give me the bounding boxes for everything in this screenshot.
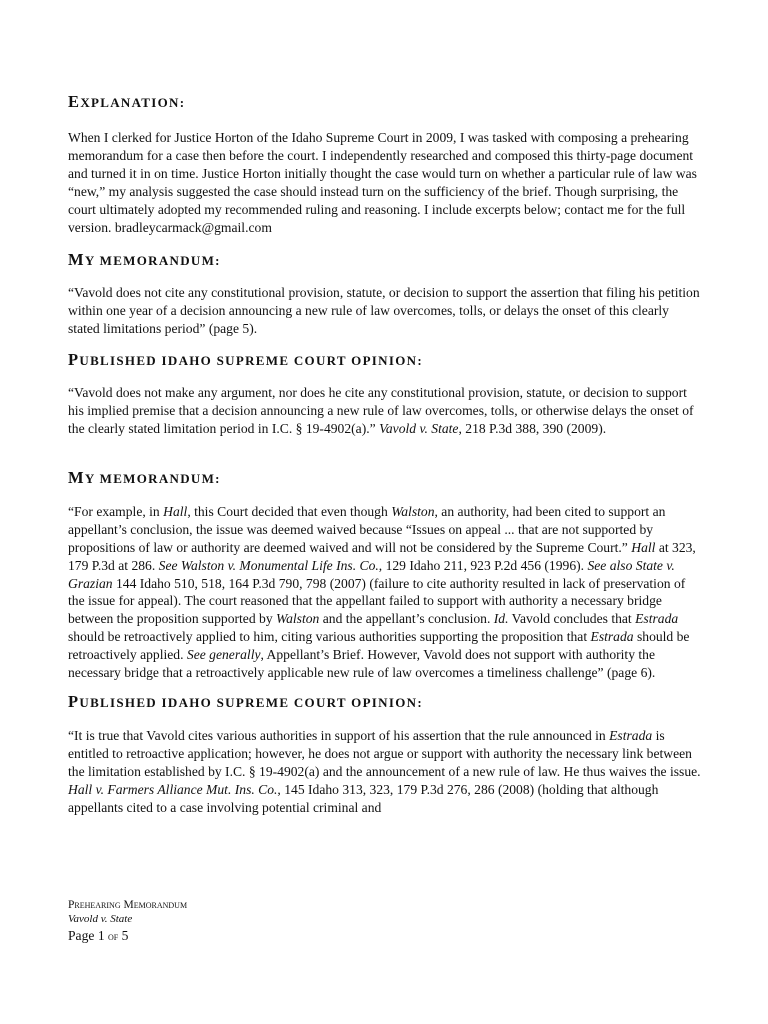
text-run: , Appellant’s Brief. However, Vavold does not support with authority the necessary bridge that a retroactively applicable new rule of law overcomes a timeliness challenge” (page 6). <box>68 647 656 681</box>
paragraph-my-memorandum-1 <box>68 284 704 338</box>
text-run: and the appellant’s conclusion. <box>319 611 494 627</box>
citation-italic: Hall v. Farmers Alliance Mut. Ins. Co. <box>68 781 278 797</box>
footer-case-name: Vavold v. State <box>68 913 133 925</box>
footer-document-title: Prehearing Memorandum <box>68 899 188 911</box>
document-body <box>68 92 704 816</box>
page-footer <box>68 898 187 946</box>
citation-italic: Hall <box>631 539 656 555</box>
section-heading-court-opinion-2: PUBLISHED IDAHO SUPREME COURT OPINION: <box>68 691 423 711</box>
text-run: , 129 Idaho 211, 923 P.2d 456 (1996). <box>378 557 588 573</box>
text-run: “It is true that Vavold cites various authorities in support of his assertion that the rule announced in <box>68 727 610 743</box>
text-run: at 323, 179 P.3d at 286. <box>68 539 696 573</box>
paragraph-court-opinion-1 <box>68 384 704 438</box>
footer-page-number: Page 1 of 5 <box>68 928 129 943</box>
citation-italic: Walston <box>391 503 435 519</box>
text-run: Vavold concludes that <box>508 611 636 627</box>
text-run: When I clerked for Justice Horton of the Idaho Supreme Court in 2009, I was tasked with composing a prehearing memorandum for a case then before the court. I independently researched and composed this thirty-page document and turned it in on time. Justice Horton initially thought the case would turn on whether a particular rule of law was “new,” my analysis suggested the case should instead turn on the sufficiency of the brief. Though surprising, the court ultimately adopted my recommended ruling and reasoning. I include excerpts below; contact me for the full version. bradleycarmack@gmail.com <box>68 130 697 235</box>
text-run: , 218 P.3d 388, 390 (2009). <box>458 420 607 436</box>
text-run: should be retroactively applied to him, citing various authorities supporting the proposition that <box>68 629 591 645</box>
paragraph-explanation <box>68 129 704 236</box>
text-run: , an authority, had been cited to support an appellant’s conclusion, the issue was deemed waived because “Issues on appeal ... that are not supported by propositions of law or authority are deemed waived and will not be considered by the Supreme Court.” <box>68 503 666 555</box>
text-run: should be retroactively applied. <box>68 629 690 663</box>
citation-italic: Vavold v. State <box>379 420 459 436</box>
text-run: , 145 Idaho 313, 323, 179 P.3d 276, 286 (2008) (holding that although appellants cited to a case involving potential criminal and <box>68 781 659 815</box>
text-run: “Vavold does not cite any constitutional provision, statute, or decision to support the assertion that filing his petition within one year of a decision announcing a new rule of law overcomes, tolls, or delays the onset of this clearly stated limitations period” (page 5). <box>68 285 700 337</box>
text-run: 144 Idaho 510, 518, 164 P.3d 790, 798 (2007) (failure to cite authority resulted in lack of preservation of the issue for appeal). The court reasoned that the appellant failed to support with authority a necessary bridge between the proposition supported by <box>68 575 686 627</box>
citation-italic: Id. <box>493 611 509 627</box>
text-run: , this Court decided that even though <box>187 503 392 519</box>
citation-italic: Estrada <box>590 629 634 645</box>
citation-italic: Estrada <box>609 727 653 743</box>
citation-italic: See Walston v. Monumental Life Ins. Co. <box>158 557 379 573</box>
text-run: “Vavold does not make any argument, nor does he cite any constitutional provision, statute, or decision to support his implied premise that a decision announcing a new rule of law overcomes, tolls, or otherwise delays the onset of the clearly stated limitation period in I.C. § 19-4902(a).” <box>68 385 694 436</box>
paragraph-court-opinion-2 <box>68 727 704 817</box>
section-heading-court-opinion-1: PUBLISHED IDAHO SUPREME COURT OPINION: <box>68 350 423 370</box>
citation-italic: Estrada <box>635 611 679 627</box>
section-heading-explanation: EXPLANATION: <box>68 92 186 111</box>
section-heading-my-memorandum-2: MY MEMORANDUM: <box>68 467 221 487</box>
citation-italic: Walston <box>276 611 320 627</box>
citation-italic: Hall <box>163 503 188 519</box>
section-heading-my-memorandum-1: MY MEMORANDUM: <box>68 250 221 270</box>
paragraph-my-memorandum-2 <box>68 503 704 682</box>
citation-italic: See also State v. Grazian <box>68 557 675 591</box>
text-run: is entitled to retroactive application; however, he does not argue or support with authority the necessary link between the limitation established by I.C. § 19-4902(a) and the announcement of a new rule of law. He thus waives the issue. <box>68 727 701 779</box>
text-run: “For example, in <box>68 503 164 519</box>
citation-italic: See generally <box>186 647 261 663</box>
